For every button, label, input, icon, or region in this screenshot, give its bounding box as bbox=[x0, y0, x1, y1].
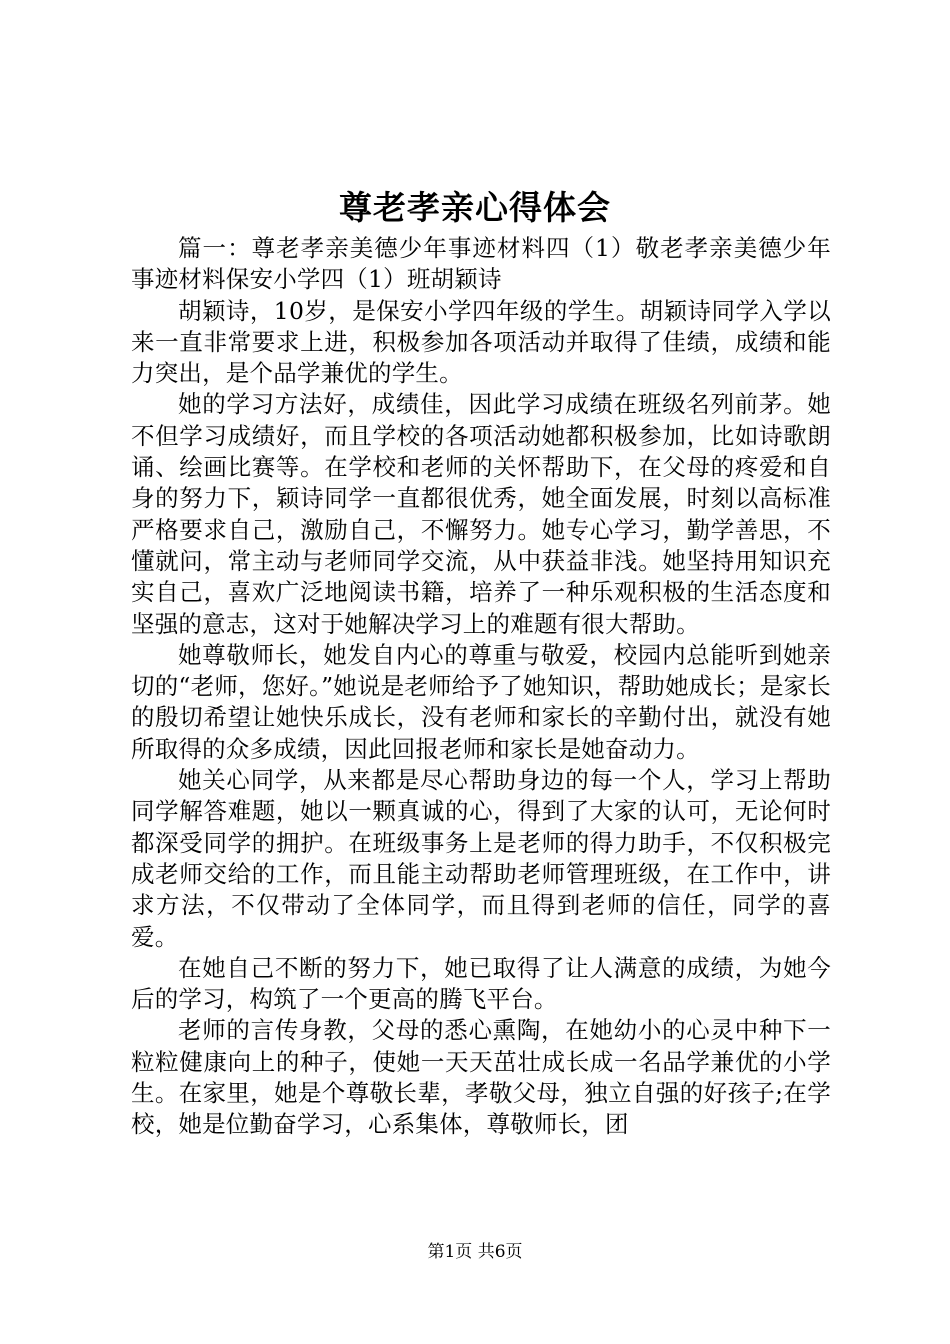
page-number-footer: 第1页 共6页 bbox=[427, 1242, 523, 1262]
paragraph: 篇一：尊老孝亲美德少年事迹材料四（1）敬老孝亲美德少年事迹材料保安小学四（1）班胡颖诗 bbox=[131, 234, 831, 294]
document-title: 尊老孝亲心得体会 bbox=[339, 188, 611, 227]
paragraph: 她关心同学，从来都是尽心帮助身边的每一个人，学习上帮助同学解答难题，她以一颗真诚的心，得到了大家的认可，无论何时都深受同学的拥护。在班级事务上是老师的得力助手，不仅积极完成老师交给的工作，而且能主动帮助老师管理班级，在工作中，讲求方法，不仅带动了全体同学，而且得到老师的信任，同学的喜爱。 bbox=[131, 766, 831, 951]
paragraph: 她的学习方法好，成绩佳，因此学习成绩在班级名列前茅。她不但学习成绩好，而且学校的各项活动她都积极参加，比如诗歌朗诵、绘画比赛等。在学校和老师的关怀帮助下，在父母的疼爱和自身的努力下，颖诗同学一直都很优秀，她全面发展，时刻以高标准严格要求自己，激励自己，不懈努力。她专心学习，勤学善思，不懂就问，常主动与老师同学交流，从中获益非浅。她坚持用知识充实自己，喜欢广泛地阅读书籍，培养了一种乐观积极的生活态度和坚强的意志，这对于她解决学习上的难题有很大帮助。 bbox=[131, 390, 831, 638]
paragraph: 在她自己不断的努力下，她已取得了让人满意的成绩，为她今后的学习，构筑了一个更高的腾飞平台。 bbox=[131, 953, 831, 1014]
paragraph: 老师的言传身教，父母的悉心熏陶，在她幼小的心灵中种下一粒粒健康向上的种子，使她一天天茁壮成长成一名品学兼优的小学生。在家里，她是个尊敬长辈，孝敬父母，独立自强的好孩子;在学校，她是位勤奋学习，心系集体，尊敬师长，团 bbox=[131, 1016, 831, 1139]
document-body bbox=[131, 233, 831, 1141]
paragraph: 胡颖诗，10岁，是保安小学四年级的学生。胡颖诗同学入学以来一直非常要求上进，积极参加各项活动并取得了佳绩，成绩和能力突出，是个品学兼优的学生。 bbox=[131, 296, 831, 388]
paragraph: 她尊敬师长，她发自内心的尊重与敬爱，校园内总能听到她亲切的“老师，您好。”她说是老师给予了她知识，帮助她成长；是家长的殷切希望让她快乐成长，没有老师和家长的辛勤付出，就没有她所取得的众多成绩，因此回报老师和家长是她奋动力。 bbox=[131, 640, 831, 763]
